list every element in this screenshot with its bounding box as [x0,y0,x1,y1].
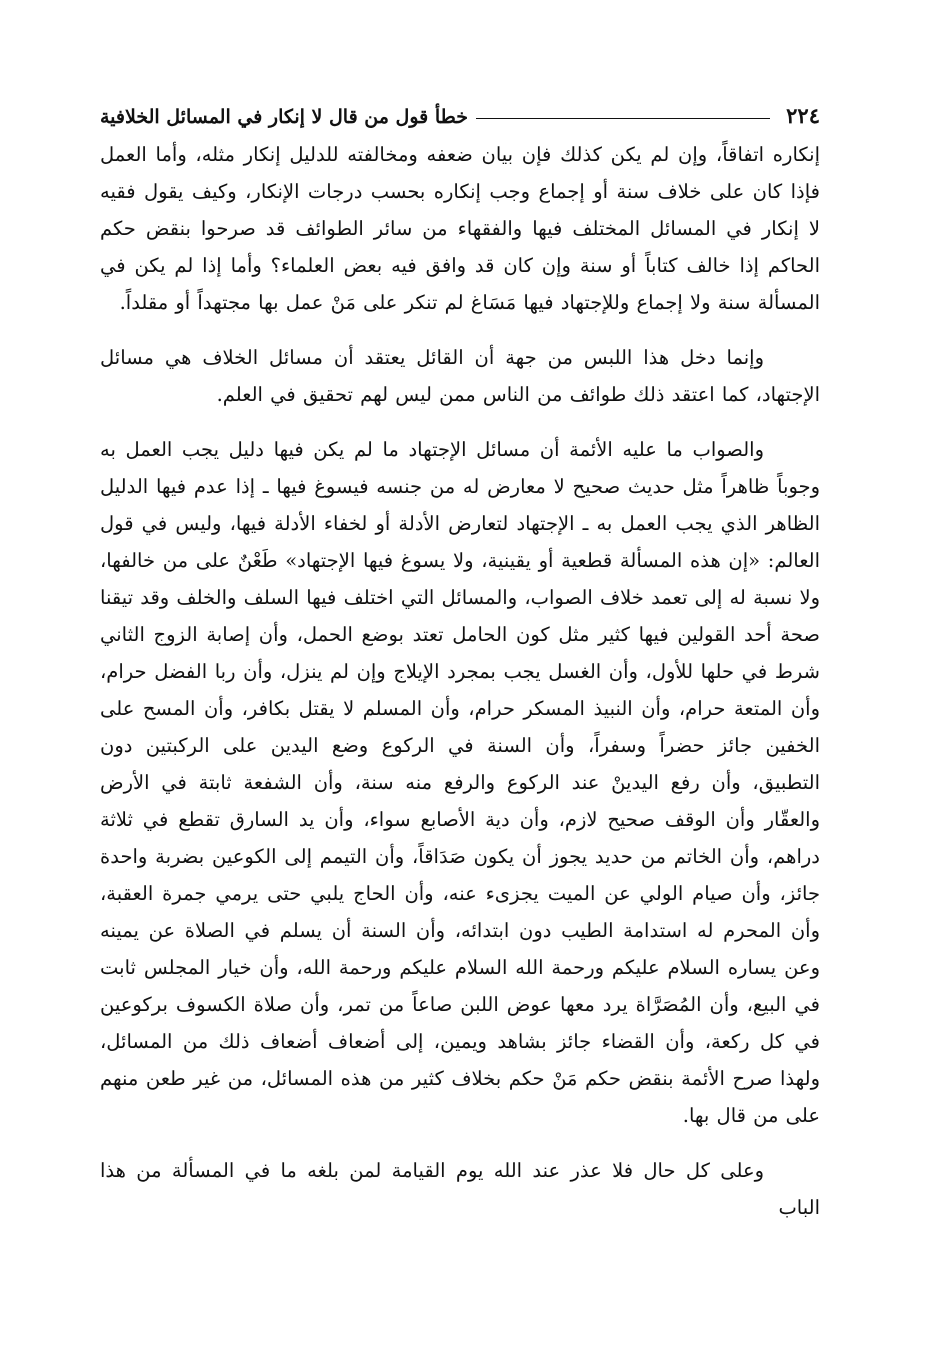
page-number: ٢٢٤ [786,103,820,128]
paragraph-gap [100,1134,820,1152]
page-header [100,88,820,128]
book-page [100,88,820,1226]
paragraph-1: إنكاره اتفاقاً، وإن لم يكن كذلك فإن بيان ضعفه ومخالفته للدليل إنكار مثله، وأما العمل فإذا كان على خلاف سنة أو إجماع وجب إنكاره بحسب درجات الإنكار، وكيف يقول فقيه لا إنكار في المسائل المختلف فيها والفقهاء من سائر الطوائف قد صرحوا بنقض حكم الحاكم إذا خالف كتاباً أو سنة وإن كان قد وافق فيه بعض العلماء؟ وأما إذا لم يكن في المسألة سنة ولا إجماع وللإجتهاد فيها مَسَاغ لم تنكر على مَنْ عمل بها مجتهداً أو مقلداً. [100,143,820,314]
header-rule [476,118,770,119]
paragraph-gap [100,413,820,431]
paragraph-gap [100,321,820,339]
paragraph-3: والصواب ما عليه الأئمة أن مسائل الإجتهاد ما لم يكن فيها دليل يجب العمل به وجوباً ظاهراً مثل حديث صحيح لا معارض له من جنسه فيسوغ فيها ـ إذا عدم فيها الدليل الظاهر الذي يجب العمل به ـ الإجتهاد لتعارض الأدلة أو لخفاء الأدلة فيها، وليس في قول العالم: «إن هذه المسألة قطعية أو يقينية، ولا يسوغ فيها الإجتهاد» طَعْنٌ على من خالفها، ولا نسبة له إلى تعمد خلاف الصواب، والمسائل التي اختلف فيها السلف والخلف وقد تيقنا صحة أحد القولين فيها كثير مثل كون الحامل تعتد بوضع الحمل، وأن إصابة الزوج الثاني شرط في حلها للأول، وأن الغسل يجب بمجرد الإيلاج وإن لم ينزل، وأن ربا الفضل حرام، وأن المتعة حرام، وأن النبيذ المسكر حرام، وأن المسلم لا يقتل بكافر، وأن المسح على الخفين جائز حضراً وسفراً، وأن السنة في الركوع وضع اليدين على الركبتين دون التطبيق، وأن رفع اليدينْ عند الركوع والرفع منه سنة، وأن الشفعة ثابتة في الأرض والعقّار وأن الوقف صحيح لازم، وأن دية الأصابع سواء، وأن يد السارق تقطع في ثلاثة دراهم، وأن الخاتم من حديد يجوز أن يكون صَدَاقاً، وأن التيمم إلى الكوعين بضربة واحدة جائز، وأن صيام الولي عن الميت يجزىء عنه، وأن الحاج يلبي حتى يرمي جمرة العقبة، وأن المحرم له استدامة الطيب دون ابتدائه، وأن السنة أن يسلم في الصلاة عن يمينه وعن يساره السلام عليكم ورحمة الله السلام عليكم ورحمة الله، وأن خيار المجلس ثابت في البيع، وأن المُصَرَّاة يرد معها عوض اللبن صاعاً من تمر، وأن صلاة الكسوف بركوعين في كل ركعة، وأن القضاء جائز بشاهد ويمين، إلى أضعاف أضعاف ذلك من المسائل، ولهذا صرح الأئمة بنقض حكم مَنْ حكم بخلاف كثير من هذه المسائل، من غير طعن منهم على من قال بها. [100,438,820,1127]
paragraph-4: وعلى كل حال فلا عذر عند الله يوم القيامة لمن بلغه ما في المسألة من هذا الباب [100,1159,820,1219]
running-title: خطأ قول من قال لا إنكار في المسائل الخلافية [100,106,468,128]
paragraph-2: وإنما دخل هذا اللبس من جهة أن القائل يعتقد أن مسائل الخلاف هي مسائل الإجتهاد، كما اعتقد ذلك طوائف من الناس ممن ليس لهم تحقيق في العلم. [100,346,820,406]
